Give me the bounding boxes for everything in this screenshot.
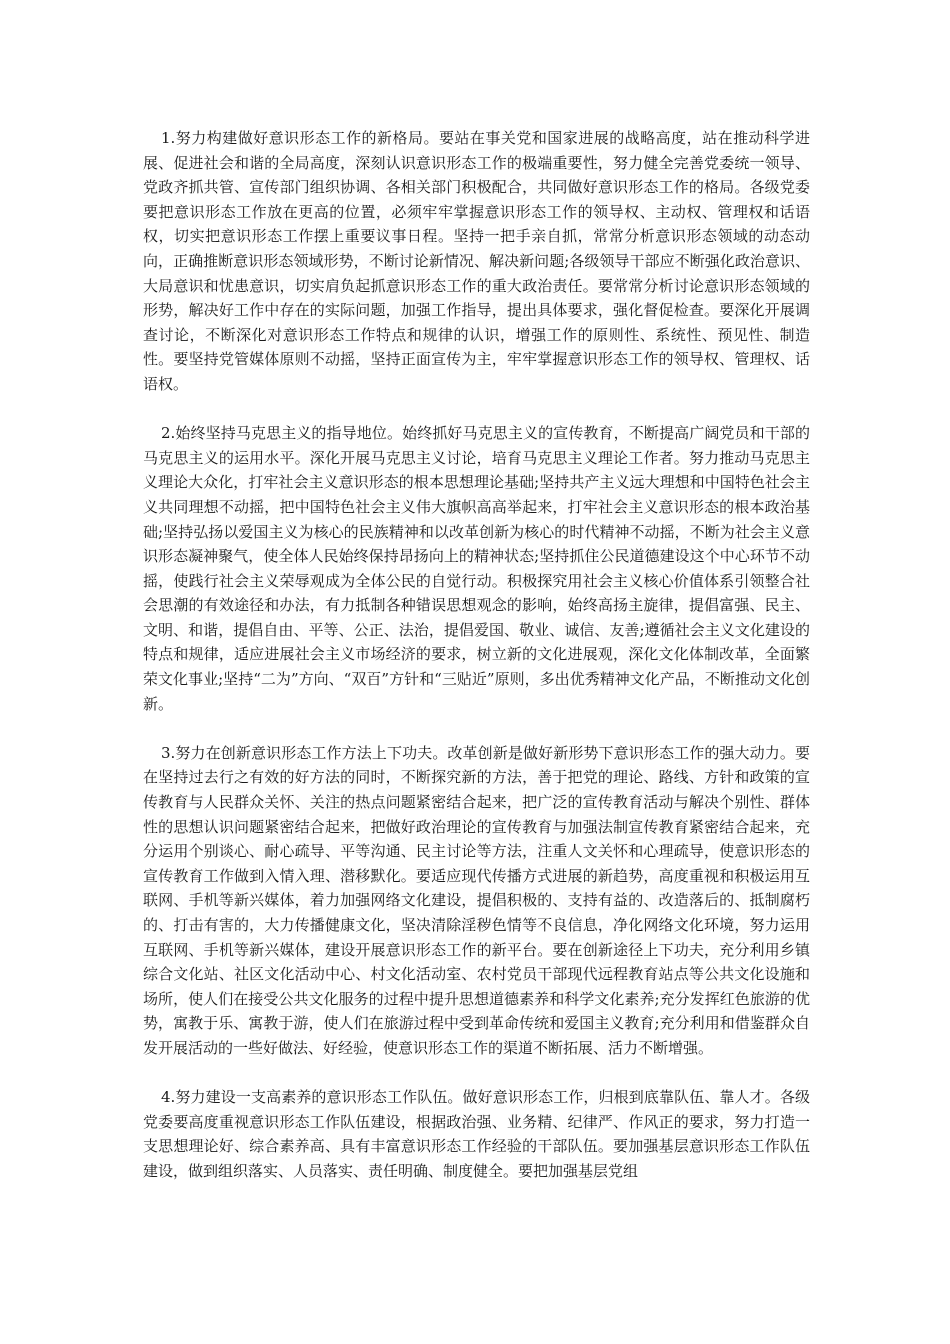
- paragraph-4: 4.努力建设一支高素养的意识形态工作队伍。做好意识形态工作，归根到底靠队伍、靠人才。各级党委要高度重视意识形态工作队伍建设，根据政治强、业务精、纪律严、作风正的要求，努力打造一支思想理论好、综合素养高、具有丰富意识形态工作经验的干部队伍。要加强基层意识形态工作队伍建设，做到组织落实、人员落实、责任明确、制度健全。要把加强基层党组: [143, 1088, 810, 1180]
- document-page: [143, 126, 810, 1208]
- paragraph-2: 2.始终坚持马克思主义的指导地位。始终抓好马克思主义的宣传教育，不断提高广阔党员和干部的马克思主义的运用水平。深化开展马克思主义讨论，培育马克思主义理论工作者。努力推动马克思主义理论大众化，打牢社会主义意识形态的根本思想理论基础;坚持共产主义远大理想和中国特色社会主义共同理想不动摇，把中国特色社会主义伟大旗帜高高举起来，打牢社会主义意识形态的根本政治基础;坚持弘扬以爱国主义为核心的民族精神和以改革创新为核心的时代精神不动摇，不断为社会主义意识形态凝神聚气，使全体人民始终保持昂扬向上的精神状态;坚持抓住公民道德建设这个中心环节不动摇，使践行社会主义荣辱观成为全体公民的自觉行动。积极探究用社会主义核心价值体系引领整合社会思潮的有效途径和办法，有力抵制各种错误思想观念的影响，始终高扬主旋律，提倡富强、民主、文明、和谐，提倡自由、平等、公正、法治，提倡爱国、敬业、诚信、友善;遵循社会主义文化建设的特点和规律，适应进展社会主义市场经济的要求，树立新的文化进展观，深化文化体制改革，全面繁荣文化事业;坚持“二为”方向、“双百”方针和“三贴近”原则，多出优秀精神文化产品，不断推动文化创新。: [143, 424, 810, 713]
- paragraph-3: 3.努力在创新意识形态工作方法上下功夫。改革创新是做好新形势下意识形态工作的强大动力。要在坚持过去行之有效的好方法的同时，不断探究新的方法，善于把党的理论、路线、方针和政策的宣传教育与人民群众关怀、关注的热点问题紧密结合起来，把广泛的宣传教育活动与解决个别性、群体性的思想认识问题紧密结合起来，把做好政治理论的宣传教育与加强法制宣传教育紧密结合起来，充分运用个别谈心、耐心疏导、平等沟通、民主讨论等方法，注重人文关怀和心理疏导，使意识形态的宣传教育工作做到入情入理、潜移默化。要适应现代传播方式进展的新趋势，高度重视和积极运用互联网、手机等新兴媒体，着力加强网络文化建设，提倡积极的、支持有益的、改造落后的、抵制腐朽的、打击有害的，大力传播健康文化，坚决清除淫秽色情等不良信息，净化网络文化环境，努力运用互联网、手机等新兴媒体，建设开展意识形态工作的新平台。要在创新途径上下功夫，充分利用乡镇综合文化站、社区文化活动中心、村文化活动室、农村党员干部现代远程教育站点等公共文化设施和场所，使人们在接受公共文化服务的过程中提升思想道德素养和科学文化素养;充分发挥红色旅游的优势，寓教于乐、寓教于游，使人们在旅游过程中受到革命传统和爱国主义教育;充分利用和借鉴群众自发开展活动的一些好做法、好经验，使意识形态工作的渠道不断拓展、活力不断增强。: [143, 743, 810, 1057]
- paragraph-1: 1.努力构建做好意识形态工作的新格局。要站在事关党和国家进展的战略高度，站在推动科学进展、促进社会和谐的全局高度，深刻认识意识形态工作的极端重要性，努力健全完善党委统一领导、党政齐抓共管、宣传部门组织协调、各相关部门积极配合，共同做好意识形态工作的格局。各级党委要把意识形态工作放在更高的位置，必须牢牢掌握意识形态工作的领导权、主动权、管理权和话语权，切实把意识形态工作摆上重要议事日程。坚持一把手亲自抓，常常分析意识形态领域的动态动向，正确推断意识形态领域形势，不断讨论新情况、解决新问题;各级领导干部应不断强化政治意识、大局意识和忧患意识，切实肩负起抓意识形态工作的重大政治责任。要常常分析讨论意识形态领域的形势，解决好工作中存在的实际问题，加强工作指导，提出具体要求，强化督促检查。要深化开展调查讨论，不断深化对意识形态工作特点和规律的认识，增强工作的原则性、系统性、预见性、制造性。要坚持党管媒体原则不动摇，坚持正面宣传为主，牢牢掌握意识形态工作的领导权、管理权、话语权。: [143, 129, 810, 393]
